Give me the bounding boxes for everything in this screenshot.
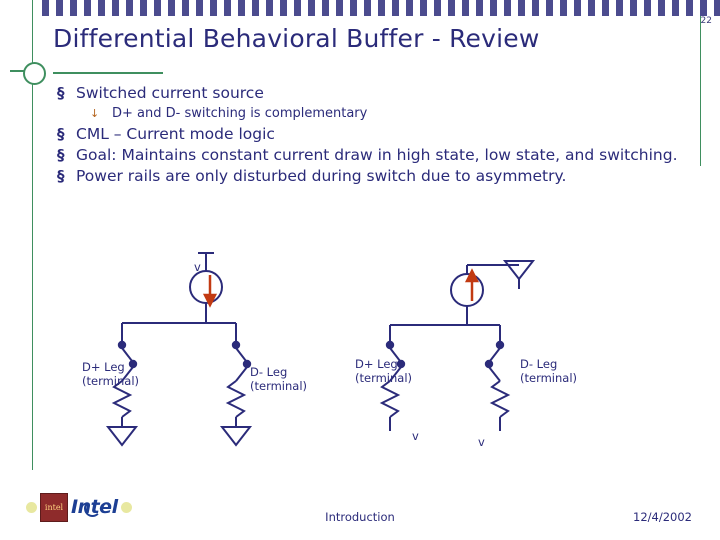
sub-bullet-arrow-icon: ↓ [90, 107, 100, 120]
decorative-top-band-mask [0, 0, 40, 16]
list-item-text: D+ and D- switching is complementary [112, 106, 368, 121]
label-d-minus-leg-left: D- Leg (terminal) [250, 365, 308, 393]
list-item-text: CML – Current mode logic [76, 125, 275, 143]
list-item [57, 146, 682, 165]
bullet-marker-icon: § [57, 125, 65, 143]
list-item-text: Goal: Maintains constant current draw in high state, low state, and switching. [76, 146, 678, 164]
list-item-text: Power rails are only disturbed during switch due to asymmetry. [76, 167, 567, 185]
decorative-title-underline [53, 72, 163, 74]
list-item [57, 167, 682, 186]
label-supply-left: v [194, 260, 201, 274]
slide-number: 22 [700, 16, 712, 26]
decorative-green-stub [10, 70, 24, 72]
label-d-minus-leg-right: D- Leg (terminal) [520, 357, 578, 385]
bullet-list [57, 84, 682, 188]
decorative-right-rule [700, 16, 701, 166]
bullet-marker-icon: § [57, 167, 65, 185]
page-title: Differential Behavioral Buffer - Review [53, 24, 540, 53]
list-item [57, 84, 682, 103]
label-ground-right-1: v [412, 429, 419, 443]
decorative-top-band [0, 0, 720, 16]
footer-date: 12/4/2002 [633, 510, 692, 524]
bullet-marker-icon: § [57, 84, 65, 102]
decorative-green-ring [23, 62, 46, 85]
list-item [57, 125, 682, 144]
logo-wordmark: Intel [71, 496, 118, 518]
label-ground-right-2: v [478, 435, 485, 449]
list-item-text: Switched current source [76, 84, 264, 102]
label-d-plus-leg-right: D+ Leg (terminal) [355, 357, 413, 385]
circuit-diagram [60, 245, 660, 465]
list-item [90, 105, 682, 122]
bullet-marker-icon: § [57, 146, 65, 164]
circuit-diagram-svg [60, 245, 660, 465]
logo-badge-icon: intel [40, 493, 68, 522]
label-d-plus-leg-left: D+ Leg (terminal) [82, 360, 140, 388]
footer-section-label: Introduction [325, 510, 395, 524]
